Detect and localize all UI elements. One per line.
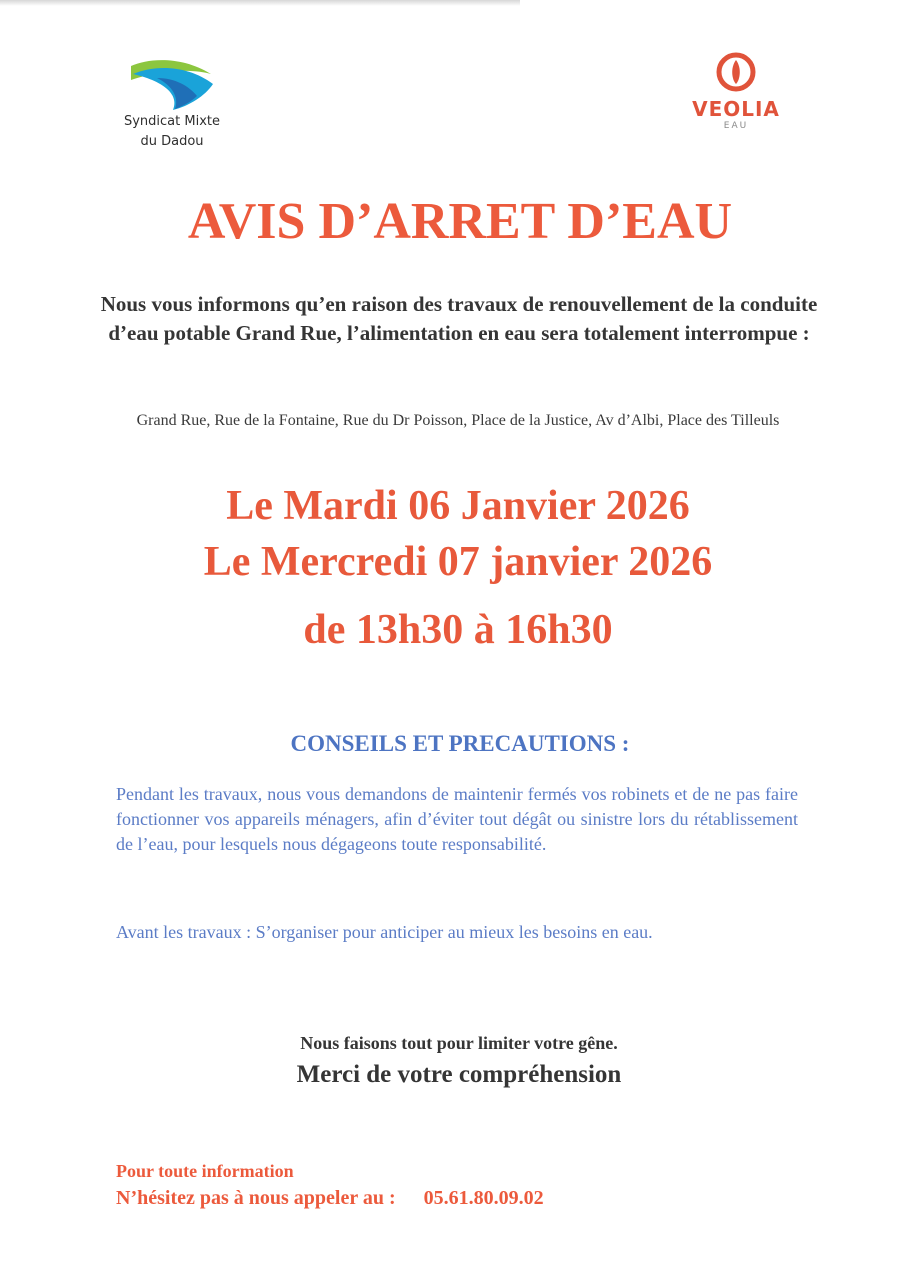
scan-edge-shadow bbox=[0, 0, 520, 6]
affected-streets: Grand Rue, Rue de la Fontaine, Rue du Dr Poisson, Place de la Justice, Av d’Albi, Place des Tilleuls bbox=[136, 412, 780, 429]
contact-call-line bbox=[116, 1184, 716, 1212]
syndicat-logo bbox=[112, 56, 232, 152]
veolia-circle-icon bbox=[714, 50, 758, 94]
contact-info-label: Pour toute information bbox=[116, 1161, 294, 1181]
advice-paragraph: Pendant les travaux, nous vous demandons de maintenir fermés vos robinets et de ne pas faire fonctionner vos appareils ménagers, afin d’éviter tout dégât ou sinistre lors du rétablissement de l’eau, pour lesquels nous dégageons toute responsabilité. bbox=[116, 784, 798, 854]
advice-before-works: Avant les travaux : S’organiser pour anticiper au mieux les besoins en eau. bbox=[116, 922, 653, 942]
closing-line-1: Nous faisons tout pour limiter votre gêne. bbox=[300, 1033, 618, 1053]
closing-line-2: Merci de votre compréhension bbox=[296, 1061, 622, 1088]
outage-date-1: Le Mardi 06 Janvier 2026 bbox=[226, 483, 690, 529]
outage-hours: de 13h30 à 16h30 bbox=[303, 607, 613, 653]
outage-schedule bbox=[0, 478, 899, 658]
notice-title: AVIS D’ARRET D’EAU bbox=[187, 193, 733, 250]
contact-phone-number: 05.61.80.09.02 bbox=[423, 1187, 544, 1209]
contact-block bbox=[116, 1158, 716, 1212]
advice-heading: CONSEILS ET PRECAUTIONS : bbox=[290, 731, 630, 756]
dadou-wave-logo-icon bbox=[127, 56, 217, 112]
closing-message bbox=[0, 1030, 899, 1092]
syndicat-name-line1: Syndicat Mixte bbox=[123, 114, 220, 129]
syndicat-name-line2: du Dadou bbox=[140, 134, 204, 149]
contact-call-label: N’hésitez pas à nous appeler au : bbox=[116, 1187, 396, 1209]
veolia-brand: VEOLIA bbox=[692, 97, 780, 121]
outage-date-2: Le Mercredi 07 janvier 2026 bbox=[203, 539, 713, 585]
notice-intro: Nous vous informons qu’en raison des travaux de renouvellement de la conduite d’eau potable Grand Rue, l’alimentation en eau sera totalement interrompue : bbox=[100, 292, 818, 345]
veolia-brand-sub: EAU bbox=[723, 121, 749, 131]
veolia-logo bbox=[676, 50, 796, 132]
